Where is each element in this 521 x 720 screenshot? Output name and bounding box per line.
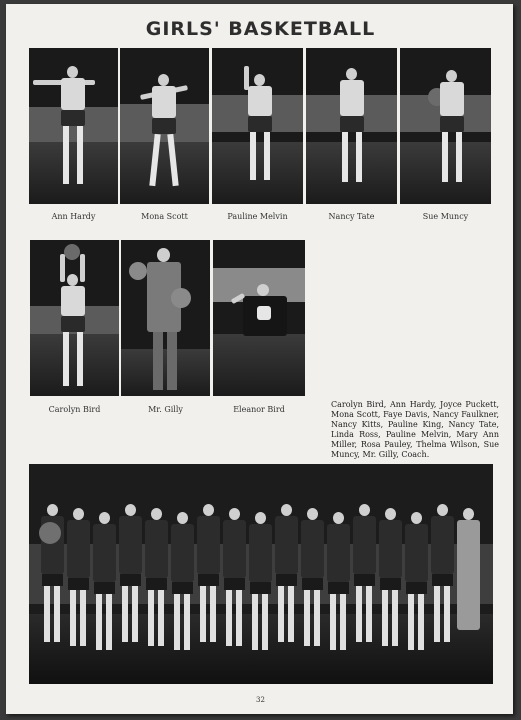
- player-figure: [117, 504, 143, 684]
- caption-nancy-tate: Nancy Tate: [328, 212, 375, 221]
- photo-mona-scott: [120, 48, 209, 204]
- player-figure: [377, 508, 403, 684]
- caption-mr-gilly: Mr. Gilly: [148, 405, 183, 414]
- player-figure: [273, 504, 299, 684]
- player-figure: [429, 504, 455, 684]
- photo-ann-hardy: [29, 48, 118, 204]
- team-roster: Carolyn Bird, Ann Hardy, Joyce Puckett, Mona Scott, Faye Davis, Nancy Faulkner, Nancy Kitts, Pauline King, Nancy Tate, Linda Ross, Pauline Melvin, Mary Ann Miller, Rosa Pauley, Thelma Wilson, Sue Muncy, Mr. Gilly, Coach.: [331, 400, 499, 459]
- caption-sue-muncy: Sue Muncy: [422, 212, 469, 221]
- caption-pauline-melvin: Pauline Melvin: [227, 212, 288, 221]
- player-figure: [351, 504, 377, 684]
- player-figure: [325, 512, 351, 684]
- player-figure: [221, 508, 247, 684]
- player-figure: [247, 512, 273, 684]
- photo-carolyn-bird: [30, 240, 119, 396]
- basketball: [39, 522, 61, 544]
- player-figure: [91, 512, 117, 684]
- page-title: GIRLS' BASKETBALL: [145, 18, 376, 40]
- player-figure: [169, 512, 195, 684]
- caption-carolyn-bird: Carolyn Bird: [48, 405, 101, 414]
- photo-sue-muncy: [400, 48, 491, 204]
- player-figure: [299, 508, 325, 684]
- photo-eleanor-bird: [213, 240, 305, 396]
- page-number: 32: [256, 696, 265, 704]
- caption-mona-scott: Mona Scott: [141, 212, 188, 221]
- player-figure: [65, 508, 91, 684]
- caption-eleanor-bird: Eleanor Bird: [233, 405, 285, 414]
- photo-pauline-melvin: [212, 48, 303, 204]
- caption-ann-hardy: Ann Hardy: [51, 212, 96, 221]
- player-figure: [403, 512, 429, 684]
- player-figure: [143, 508, 169, 684]
- team-photo: [29, 464, 493, 684]
- coach-figure: [455, 508, 481, 684]
- photo-mr-gilly: [121, 240, 210, 396]
- photo-nancy-tate: [306, 48, 397, 204]
- player-figure: [195, 504, 221, 684]
